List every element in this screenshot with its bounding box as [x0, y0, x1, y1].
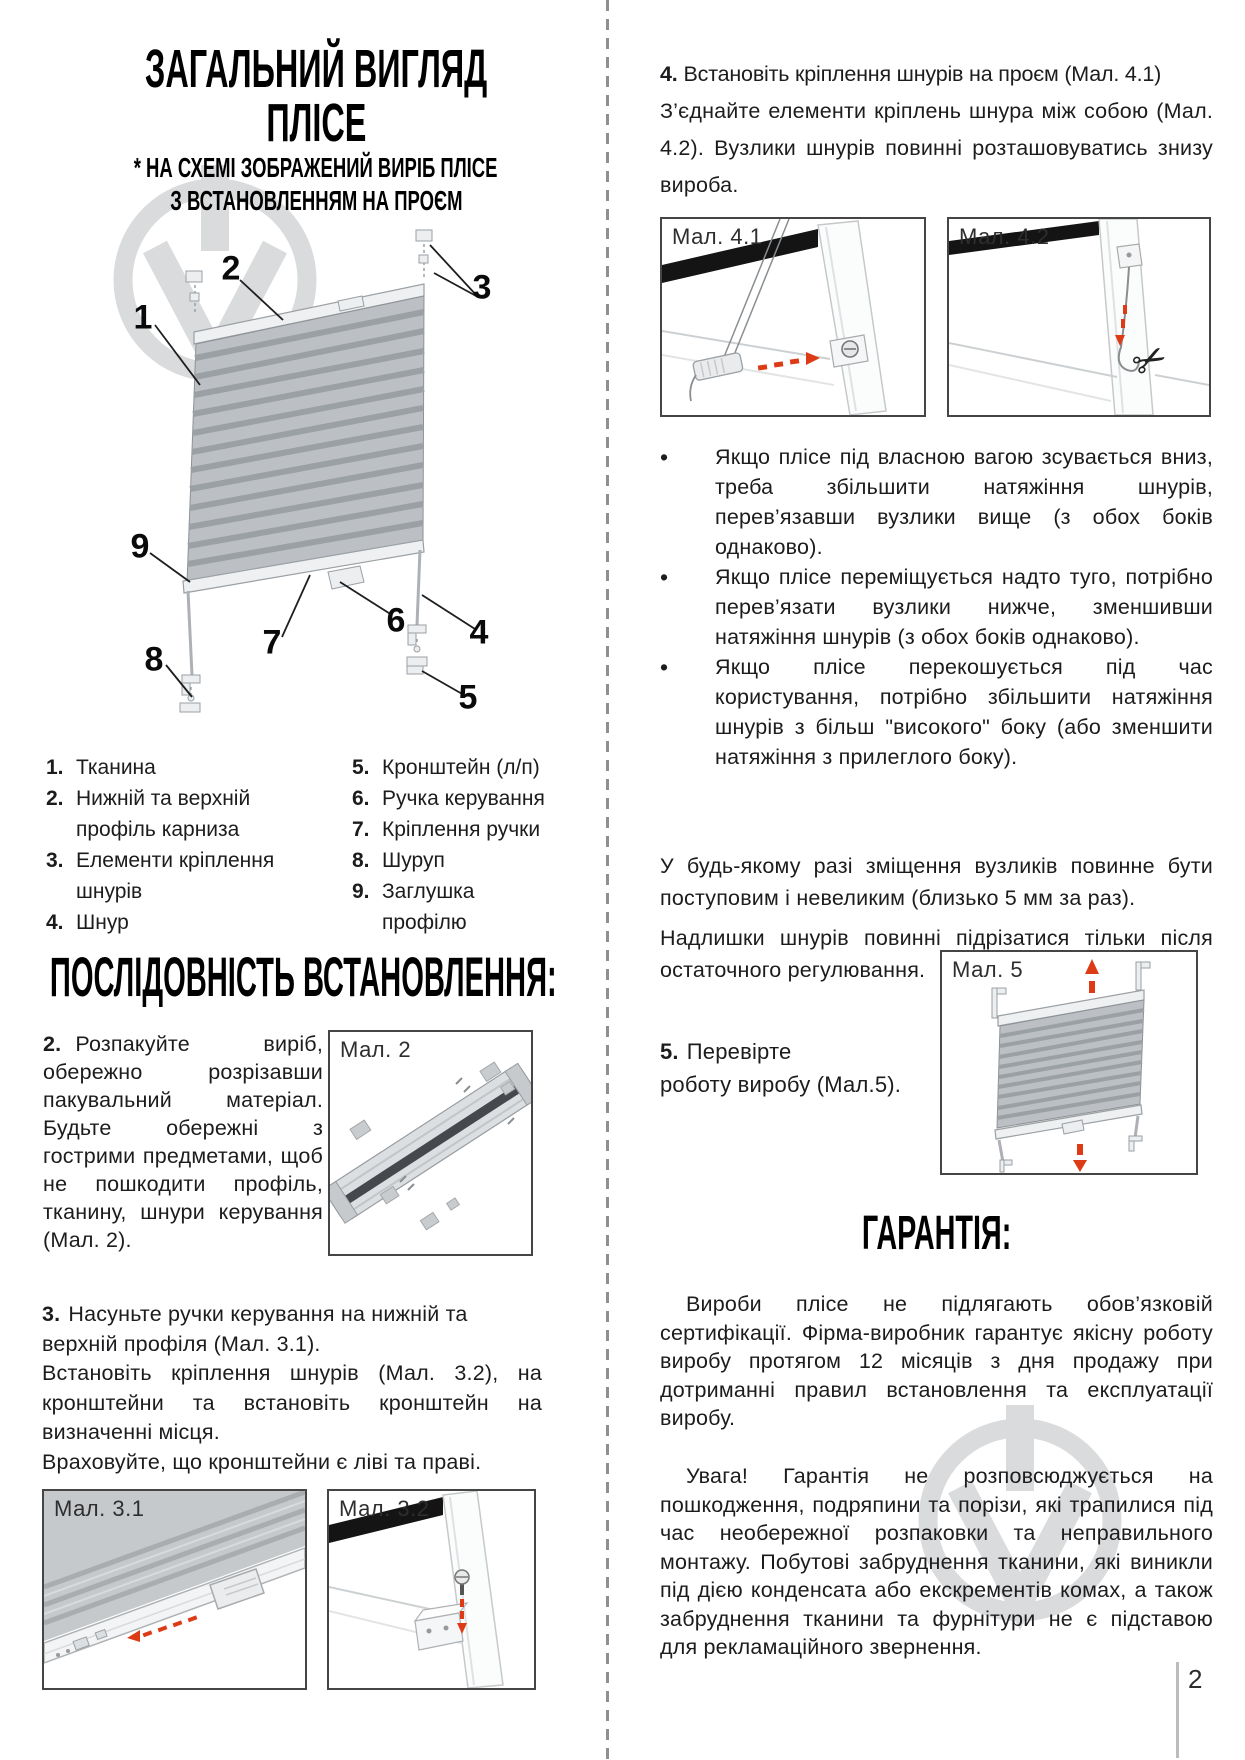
pleated-blind-illustration [30, 225, 540, 715]
bullet-item: • Якщо плісе переміщується надто туго, потрібно перев’язати вузлики нижче, зменшивши натяжіння шнурів (з обох боків однаково). [660, 562, 1213, 652]
legend-item-3: 3. Елементи кріплення шнурів [46, 849, 275, 903]
step-3-paragraph: 3. Насуньте ручки керування на нижній та верхній профіля (Мал. 3.1). Встановіть кріплення шнурів (Мал. 3.2), на кронштейни та встановіть кронштейн на визначенні місця. Враховуйте, що кронштейни є ліві та праві. [42, 1302, 542, 1474]
subtitle-line2: З ВСТАНОВЛЕННЯМ НА ПРОЄМ [169, 185, 463, 216]
figure-3-1 [42, 1489, 307, 1690]
figure-4-1 [660, 217, 926, 417]
note-trim-paragraph: Надлишки шнурів повинні підрізатися тільки після остаточного регулювання. [660, 926, 1213, 982]
legend-item-4: 4. Шнур [46, 911, 129, 934]
figure-3-2 [327, 1489, 536, 1690]
warranty-heading: ГАРАНТІЯ: [861, 1207, 1012, 1260]
page-title-line1: ЗАГАЛЬНИЙ ВИГЛЯД [144, 39, 488, 99]
sequence-heading: ПОСЛІДОВНІСТЬ ВСТАНОВЛЕННЯ: [49, 945, 557, 1008]
diagram-callout-8: 8 [144, 640, 164, 679]
diagram-callout-7: 7 [262, 623, 282, 662]
legend-item-2: 2. Нижній та верхній профіль карниза [46, 787, 251, 841]
figure-4-2-label: Мал. 4.2 [959, 224, 1050, 249]
adjustment-bullet-list [660, 442, 1213, 772]
legend-column-left [46, 752, 352, 938]
bullet-marker: • [660, 564, 669, 590]
diagram-callout-3: 3 [472, 268, 492, 307]
warranty-paragraph-1: Вироби плісе не підлягають обов’язковій сертифікації. Фірма-виробник гарантує якісну роботу виробу протягом 12 місяців з дня продажу при дотриманні правил встановлення та експлуатації виробу. [660, 1292, 1213, 1430]
figure-2-label: Мал. 2 [340, 1037, 412, 1062]
legend-item-5: 5. Кронштейн (л/п) [352, 756, 540, 779]
diagram-callout-9: 9 [130, 527, 150, 566]
step-2-paragraph: 2. Розпакуйте виріб, обережно розрізавши пакувальний матеріал. Будьте обережні з гострими предметами, щоб не пошкодити профіль, тканину, шнури керування (Мал. 2). [43, 1032, 323, 1252]
bullet-marker: • [660, 654, 669, 680]
bullet-item: • Якщо плісе перекошується під час користування, потрібно збільшити натяжіння шнурів з більш "високого" боку (або зменшити натяжіння з прилеглого боку). [660, 652, 1213, 772]
figure-3-1-label: Мал. 3.1 [54, 1496, 145, 1521]
diagram-callout-1: 1 [133, 298, 153, 337]
legend-item-7: 7. Кріплення ручки [352, 818, 541, 841]
step-5-paragraph: 5. Перевірте роботу виробу (Мал.5). [660, 1039, 902, 1097]
warranty-paragraph-2: Увага! Гарантія не розповсюджується на пошкодження, подряпини та порізи, які трапилися під час необережної розпаковки та неправильного монтажу. Побутові забруднення тканини, які виникли під дією конденсата або екскрементів комах, а також забруднення тканини та фурнітури не є підставою для рекламаційного звернення. [660, 1464, 1213, 1659]
column-divider [606, 0, 609, 1760]
figure-5-label: Мал. 5 [952, 957, 1024, 982]
diagram-callout-4: 4 [469, 613, 489, 652]
diagram-callout-2: 2 [221, 249, 241, 288]
packed-blind-illustration [330, 1032, 531, 1254]
page-number: 2 [1188, 1664, 1203, 1694]
legend-column-right [352, 752, 562, 938]
figure-4-1-label: Мал. 4.1 [672, 224, 763, 249]
step-4-paragraph: 4. Встановіть кріплення шнурів на проєм (Мал. 4.1) З’єднайте елементи кріплень шнура між собою (Мал. 4.2). Вузлики шнурів повинні розташовуватись знизу вироба. [660, 62, 1213, 197]
note-knots-paragraph: У будь-якому разі зміщення вузликів повинне бути поступовим і невеликим (близько 5 мм за раз). [660, 854, 1213, 910]
page-number-rule [1176, 1662, 1179, 1758]
parts-legend [46, 752, 562, 938]
figure-3-2-label: Мал. 3.2 [339, 1496, 430, 1521]
bullet-item: • Якщо плісе під власною вагою зсувається вниз, треба збільшити натяжіння шнурів, перев’язавши вузлики вище (з обох боків однаково). [660, 442, 1213, 562]
legend-item-1: 1. Тканина [46, 756, 156, 779]
scissors-icon: ✂ [1124, 333, 1176, 389]
diagram-callout-6: 6 [386, 601, 406, 640]
page-title-line2: ПЛІСЕ [265, 93, 367, 153]
figure-2 [328, 1030, 533, 1256]
legend-item-6: 6. Ручка керування [352, 787, 545, 810]
blind-overview-diagram [30, 225, 540, 715]
bullet-marker: • [660, 444, 669, 470]
arrow-down-icon [1073, 1144, 1087, 1172]
figure-4-2 [947, 217, 1211, 417]
legend-item-9: 9. Заглушка профілю [352, 880, 475, 934]
diagram-callout-5: 5 [458, 678, 478, 717]
legend-item-8: 8. Шуруп [352, 849, 445, 872]
subtitle-line1: * НА СХЕМІ ЗОБРАЖЕНИЙ ВИРІБ ПЛІСЕ [134, 152, 498, 183]
